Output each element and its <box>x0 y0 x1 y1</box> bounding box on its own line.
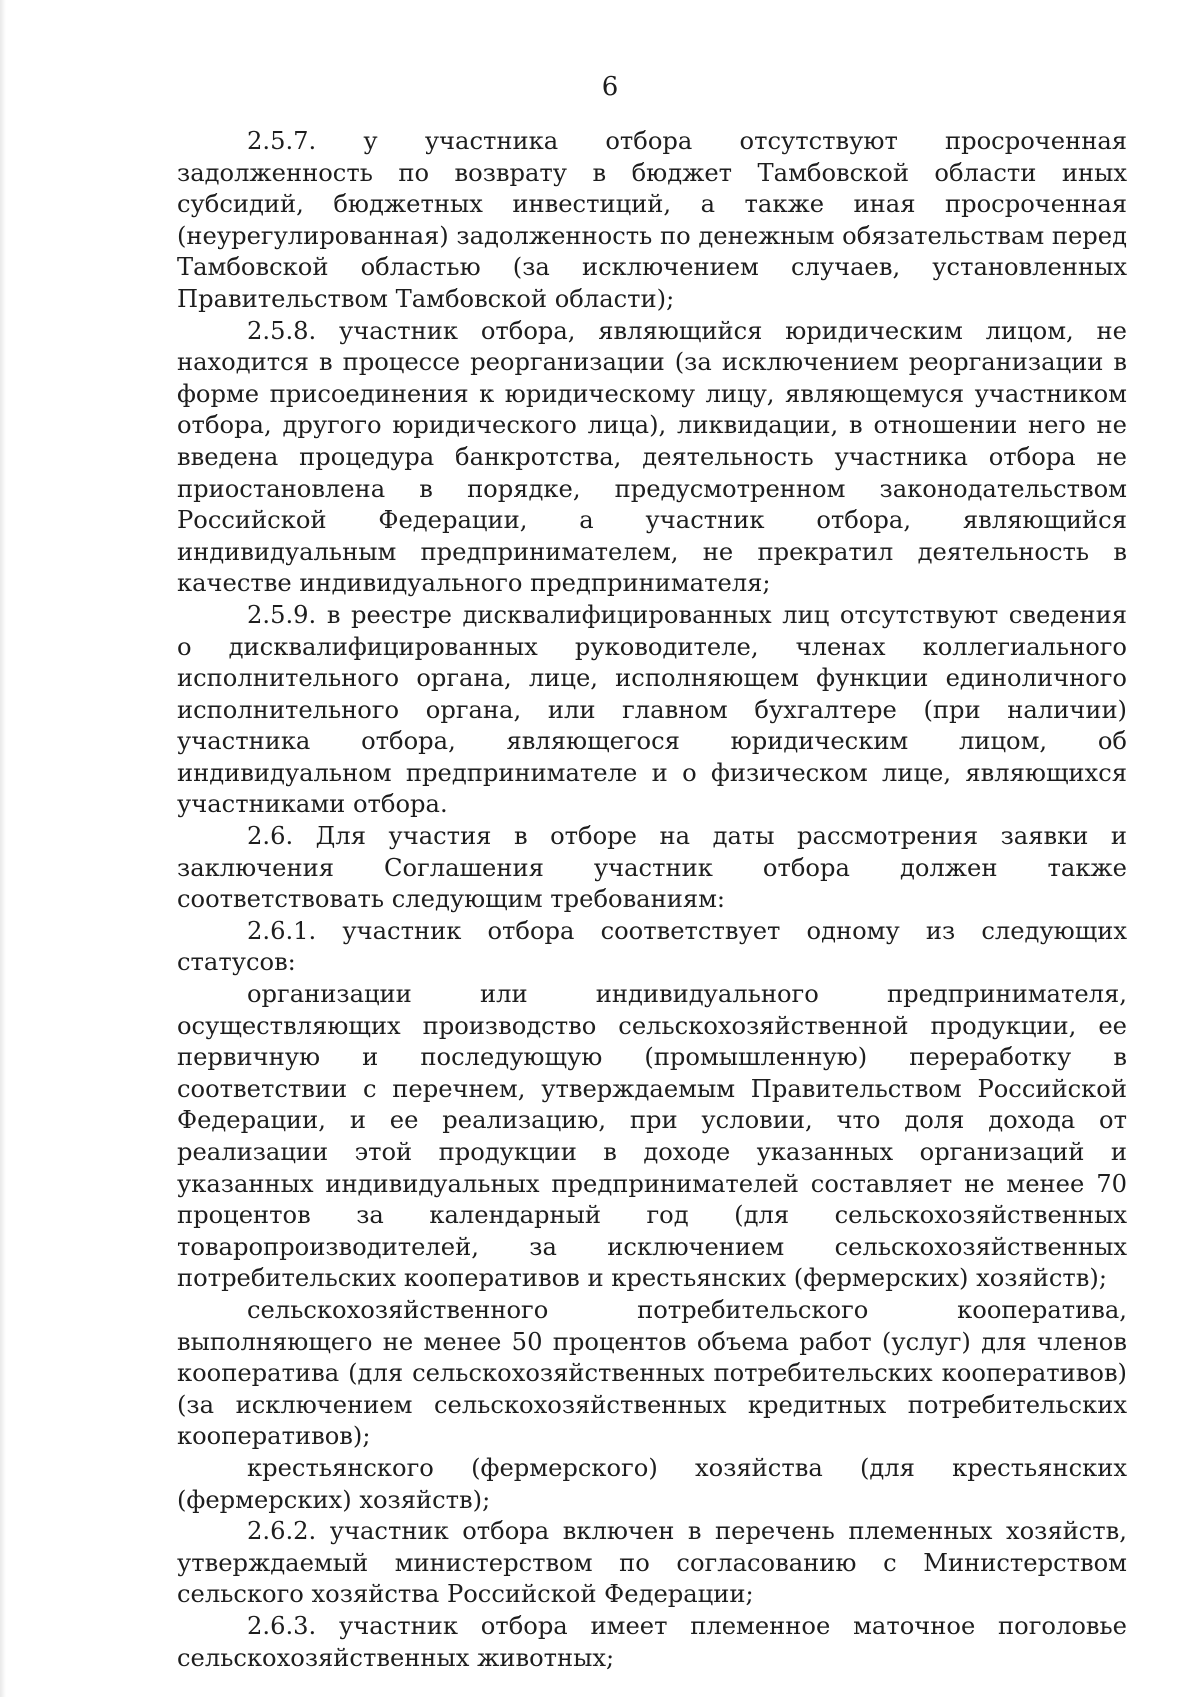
paragraph-2-5-9: 2.5.9. в реестре дисквалифицированных лиц отсутствуют сведения о дисквалифицированных руководителе, членах коллегиального исполнительного органа, лице, исполняющем функции единоличного исполнительного органа, или главном бухгалтере (при наличии) участника отбора, являющегося юридическим лицом, об индивидуальном предпринимателе и о физическом лице, являющихся участниками отбора. <box>177 600 1127 819</box>
paragraph-status-organization: организации или индивидуального предпринимателя, осуществляющих производство сельскохозяйственной продукции, ее первичную и последующую (промышленную) переработку в соответствии с перечнем, утверждаемым Правительством Российской Федерации, и ее реализацию, при условии, что доля дохода от реализации этой продукции в доходе указанных организаций и указанных индивидуальных предпринимателей составляет не менее 70 процентов за календарный год (для сельскохозяйственных товаропроизводителей, за исключением сельскохозяйственных потребительских кооперативов и крестьянских (фермерских) хозяйств); <box>177 980 1127 1293</box>
paragraph-2-6: 2.6. Для участия в отборе на даты рассмотрения заявки и заключения Соглашения участник отбора должен также соответствовать следующим требованиям: <box>177 822 1127 914</box>
paragraph-status-farm: крестьянского (фермерского) хозяйства (для крестьянских (фермерских) хозяйств); <box>177 1453 1127 1514</box>
paragraph-status-cooperative: сельскохозяйственного потребительского кооператива, выполняющего не менее 50 процентов объема работ (услуг) для членов кооператива (для сельскохозяйственных потребительских кооперативов) (за исключением сельскохозяйственных кредитных потребительских кооперативов); <box>177 1295 1127 1451</box>
page-number: 6 <box>601 72 619 102</box>
paragraph-2-6-2: 2.6.2. участник отбора включен в перечень племенных хозяйств, утверждаемый министерством по согласованию с Министерством сельского хозяйства Российской Федерации; <box>177 1517 1127 1609</box>
document-body <box>177 126 1127 1674</box>
paragraph-2-6-1: 2.6.1. участник отбора соответствует одному из следующих статусов: <box>177 916 1127 977</box>
paragraph-2-5-7: 2.5.7. у участника отбора отсутствуют просроченная задолженность по возврату в бюджет Тамбовской области иных субсидий, бюджетных инвестиций, а также иная просроченная (неурегулированная) задолженность по денежным обязательствам перед Тамбовской областью (за исключением случаев, установленных Правительством Тамбовской области); <box>177 127 1127 313</box>
paragraph-2-5-8: 2.5.8. участник отбора, являющийся юридическим лицом, не находится в процессе реорганизации (за исключением реорганизации в форме присоединения к юридическому лицу, являющемуся участником отбора, другого юридического лица), ликвидации, в отношении него не введена процедура банкротства, деятельность участника отбора не приостановлена в порядке, предусмотренном законодательством Российской Федерации, а участник отбора, являющийся индивидуальным предпринимателем, не прекратил деятельность в качестве индивидуального предпринимателя; <box>177 316 1127 598</box>
paragraph-2-6-3: 2.6.3. участник отбора имеет племенное маточное поголовье сельскохозяйственных животных; <box>177 1611 1127 1672</box>
scan-edge-shadow <box>0 0 6 1697</box>
